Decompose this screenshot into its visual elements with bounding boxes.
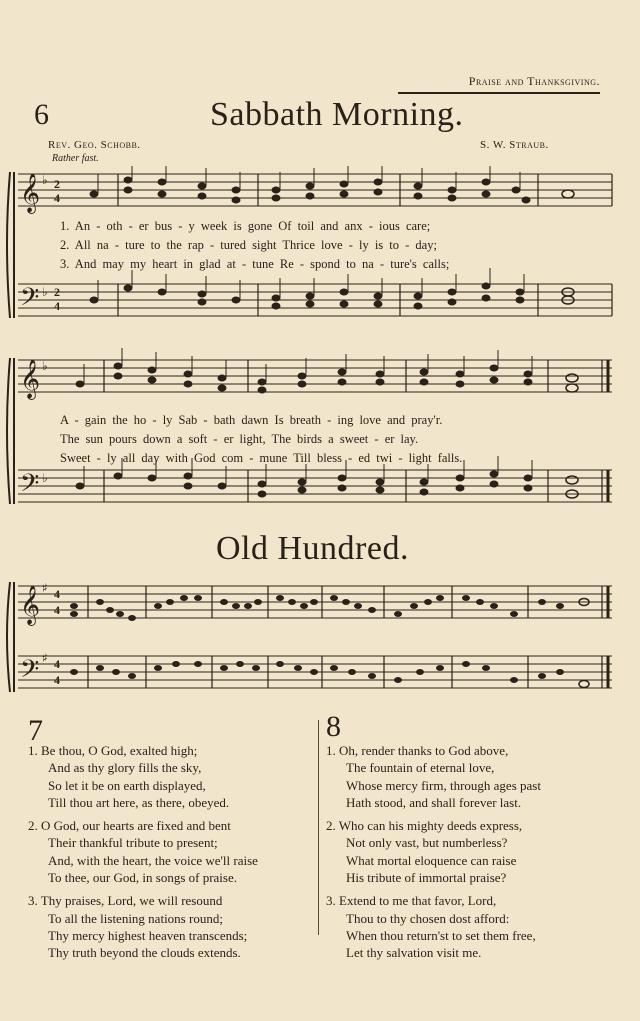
svg-text:4: 4 [54,657,60,671]
svg-text:4: 4 [54,299,60,313]
svg-text:2: 2 [54,285,60,299]
svg-text:𝄞: 𝄞 [20,173,41,213]
lyric-line-1: 1. An - oth - er bus - y week is gone Of toil and anx - ious care; [60,219,431,233]
svg-text:𝄢: 𝄢 [20,655,40,690]
lyric-line-6: Sweet - ly all day with God com - mune Till bless - ed twi - light falls. [60,451,463,465]
verse [326,892,541,961]
svg-text:♭: ♭ [42,471,48,485]
svg-text:4: 4 [54,587,60,601]
tempo-marking: Rather fast. [52,153,99,164]
svg-text:♯: ♯ [42,651,48,665]
verse-line: To all the listening nations round; [48,910,223,926]
lyric-line-3: 3. And may my heart in glad at - tune Re - spond to na - ture's calls; [60,257,450,271]
svg-text:4: 4 [54,673,60,687]
verse-line: When thou return'st to set them free, [346,927,536,943]
verse [28,892,258,961]
hymn-7-text [28,742,258,968]
lyric-line-2: 2. All na - ture to the rap - tured sight Thrice love - ly is to - day; [60,238,437,252]
svg-text:♯: ♯ [42,581,48,595]
svg-text:2: 2 [54,177,60,191]
verse-line: Whose mercy firm, through ages past [346,777,541,793]
lyric-line-4: A - gain the ho - ly Sab - bath dawn Is breath - ing love and pray'r. [60,413,443,427]
svg-text:♭: ♭ [42,173,48,187]
verse-line: The fountain of eternal love, [346,760,495,776]
verse-line: Thou to thy chosen dost afford: [346,910,510,926]
verse-line: Thy truth beyond the clouds extends. [48,945,241,961]
svg-text:𝄞: 𝄞 [20,585,41,625]
composer-credit: S. W. Straub. [480,139,549,151]
svg-text:𝄞: 𝄞 [20,359,41,399]
author-credit: Rev. Geo. Schobb. [48,139,141,151]
music-system-old-hundred [0,576,640,700]
hymn-8-text [326,742,541,968]
verse-line: And, with the heart, the voice we'll raise [48,852,258,868]
verse [326,817,541,886]
verse-line: Hath stood, and shall forever last. [346,794,522,810]
lyric-line-5: The sun pours down a soft - er light, The birds a sweet - er lay. [60,432,419,446]
svg-text:4: 4 [54,191,60,205]
svg-text:4: 4 [54,603,60,617]
hymn-title-sabbath-morning: Sabbath Morning. [210,96,464,133]
verse-line: Thy mercy highest heaven transcends; [48,927,248,943]
verse [326,742,541,811]
column-divider [318,720,319,935]
verse-line: And as thy glory fills the sky, [48,760,202,776]
svg-text:𝄢: 𝄢 [20,469,40,504]
verse-line: 3. Thy praises, Lord, we will resound [28,893,223,909]
verse-line: Till thou art here, as there, obeyed. [48,794,230,810]
svg-text:♭: ♭ [42,285,48,299]
verse-line: 3. Extend to me that favor, Lord, [326,893,497,909]
verse-line: Not only vast, but numberless? [346,835,508,851]
verse-line: 1. Oh, render thanks to God above, [326,743,509,758]
verse-line: So let it be on earth displayed, [48,777,206,793]
verse-line: 2. O God, our hearts are fixed and bent [28,818,231,834]
svg-text:𝄢: 𝄢 [20,283,40,318]
verse-line: What mortal eloquence can raise [346,852,517,868]
verse-line: 2. Who can his mighty deeds express, [326,818,523,834]
verse-line: 1. Be thou, O God, exalted high; [28,743,198,758]
verse-line: Their thankful tribute to present; [48,835,218,851]
verse [28,742,258,811]
verse [28,817,258,886]
hymn-title-old-hundred: Old Hundred. [216,530,409,567]
hymn-number-6: 6 [34,98,49,131]
svg-text:♭: ♭ [42,359,48,373]
hymn-number-8: 8 [326,710,341,743]
verse-line: To thee, our God, in songs of praise. [48,870,238,886]
verse-line: His tribute of immortal praise? [346,870,507,886]
section-heading: Praise and Thanksgiving. [398,74,600,94]
hymn-number-7: 7 [28,714,43,747]
verse-line: Let thy salvation visit me. [346,945,482,961]
